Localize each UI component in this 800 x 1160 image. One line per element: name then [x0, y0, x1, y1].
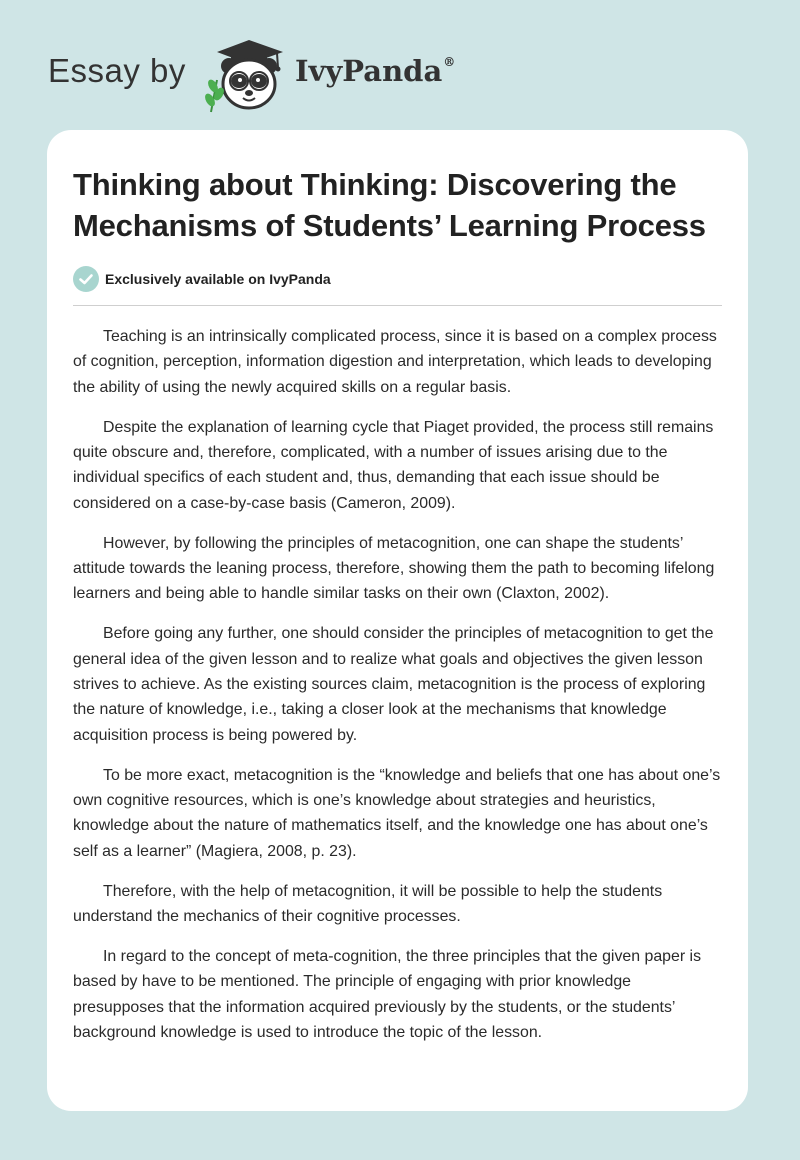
- registered-mark: ®: [443, 55, 456, 70]
- paragraph: Before going any further, one should consider the principles of metacognition to get the general idea of the given lesson and to realize what goals and objectives the given lesson strives to achieve. As the existing sources claim, metacognition is the process of exploring the nature of knowledge, i.e., taking a closer look at the mechanisms that knowledge acquisition process is being powered by.: [73, 625, 714, 744]
- essay-by-label: Essay by: [48, 52, 186, 89]
- site-header: [48, 30, 752, 120]
- paragraph: Therefore, with the help of metacognition, it will be possible to help the students understand the mechanics of their cognitive processes.: [73, 882, 663, 925]
- checkmark-icon: [73, 266, 99, 292]
- divider: [73, 305, 722, 306]
- essay-body: [73, 324, 722, 1045]
- brand-name[interactable]: [295, 54, 455, 88]
- exclusive-badge-label: Exclusively available on IvyPanda: [105, 271, 331, 287]
- panda-logo-icon[interactable]: [203, 34, 295, 114]
- paragraph: Teaching is an intrinsically complicated process, since it is based on a complex process of cognition, perception, information digestion and interpretation, which leads to developing the ability of using the newly acquired skills on a regular basis.: [73, 328, 717, 396]
- essay-title: Thinking about Thinking: Discovering the Mechanisms of Students’ Learning Process: [73, 167, 706, 243]
- brand-text: IvyPanda: [295, 54, 443, 88]
- paragraph: In regard to the concept of meta-cognition, the three principles that the given paper is based by have to be mentioned. The principle of engaging with prior knowledge presupposes that the information acquired previously by the students, or the students’ background knowledge is used to introduce the topic of the lesson.: [73, 948, 702, 1041]
- paragraph: Despite the explanation of learning cycle that Piaget provided, the process still remains quite obscure and, therefore, complicated, with a number of issues arising due to the individual specifics of each student and, thus, demanding that each issue should be considered on a case-by-case basis (Cameron, 2009).: [73, 418, 714, 512]
- essay-card: [47, 130, 748, 1111]
- exclusive-badge: [73, 266, 722, 292]
- paragraph: To be more exact, metacognition is the “knowledge and beliefs that one has about one’s own cognitive resources, which is one’s knowledge about strategies and heuristics, knowledge about the nature of mathematics itself, and the knowledge one has about one’s self as a learner” (Magiera, 2008, p. 23).: [73, 766, 721, 860]
- paragraph: However, by following the principles of metacognition, one can shape the students’ attitude towards the leaning process, therefore, showing them the path to becoming lifelong learners and being able to handle similar tasks on their own (Claxton, 2002).: [73, 534, 715, 603]
